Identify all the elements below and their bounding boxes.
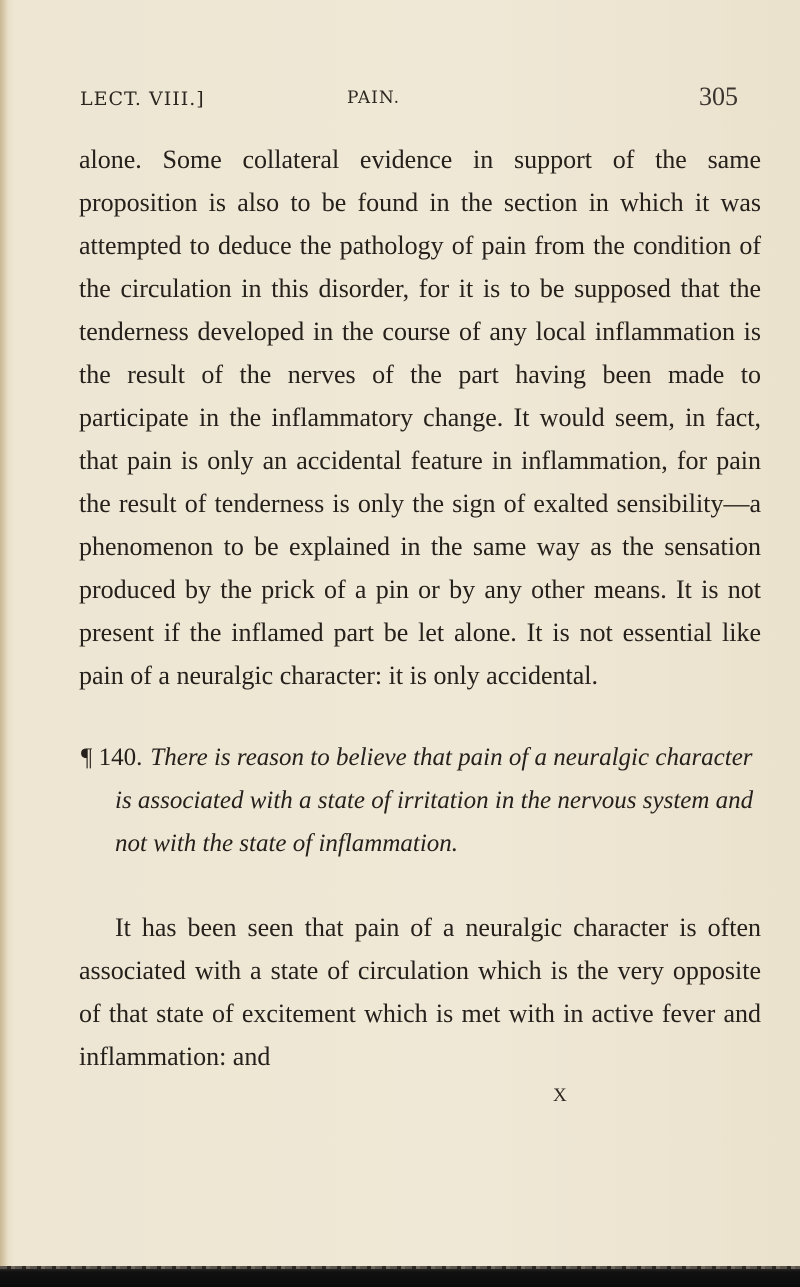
running-head-title: PAIN.	[347, 88, 401, 108]
page-binding-edge	[0, 0, 8, 1287]
scan-bottom-edge	[0, 1266, 800, 1287]
signature-mark: X	[553, 1085, 567, 1106]
pilcrow-mark: ¶	[81, 744, 93, 771]
running-header	[80, 82, 740, 122]
section-title: There is reason to believe that pain of a neuralgic character is associated with a state of irritation in the nervous system and not with the state of inflammation.	[115, 744, 754, 857]
section-number: 140.	[98, 744, 143, 771]
page-number: 305	[699, 82, 738, 111]
running-head-left: LECT. VIII.]	[80, 88, 205, 110]
paragraph-new: It has been seen that pain of a neuralgic character is often associated with a state of circulation which is the very opposite of that state of excitement which is met with in active fever and inflammation: and	[79, 913, 761, 1071]
section-heading	[81, 736, 761, 865]
paragraph-continued: alone. Some collateral evidence in support of the same proposition is also to be found in the section in which it was attempted to deduce the pathology of pain from the condition of the circulation in this disorder, for it is to be supposed that the tenderness developed in the course of any local inflammation is the result of the nerves of the part having been made to participate in the inflammatory change. It would seem, in fact, that pain is only an accidental feature in inflammation, for pain the result of tenderness is only the sign of exalted sensibility—a phenomenon to be explained in the same way as the sensation produced by the prick of a pin or by any other means. It is not present if the inflamed part be let alone. It is not essential like pain of a neuralgic character: it is only accidental.	[79, 145, 761, 690]
